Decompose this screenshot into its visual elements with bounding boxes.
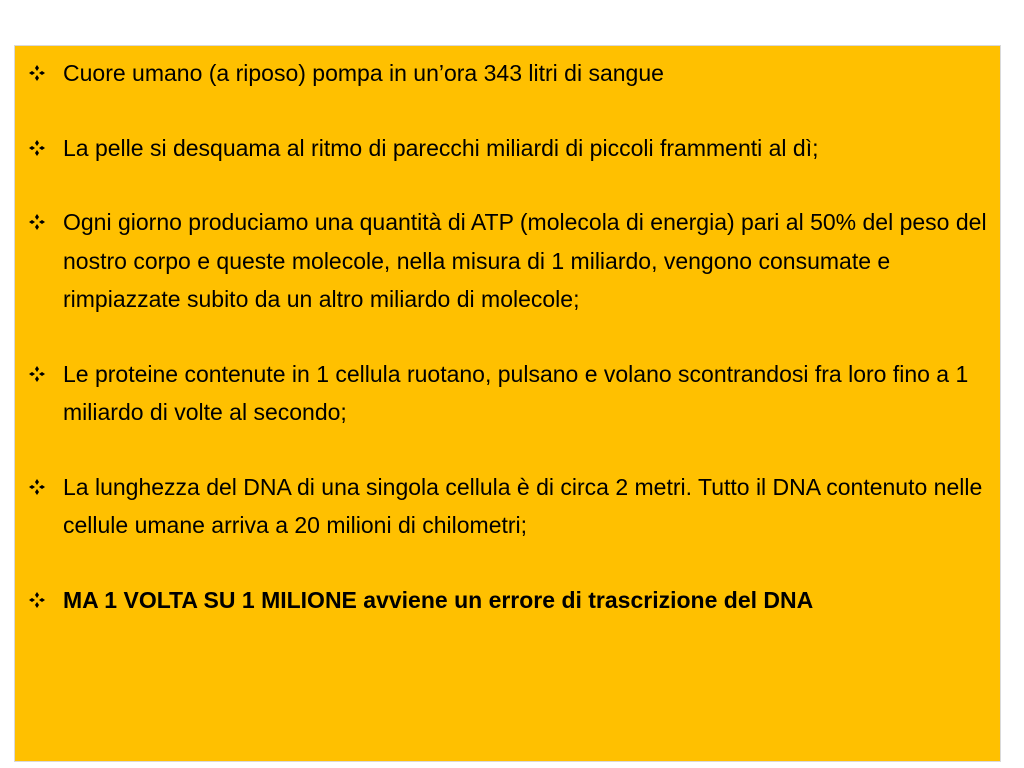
- bullet-item: [25, 581, 990, 620]
- bullet-item: [25, 355, 990, 432]
- bullet-text-emphasis: MA 1 VOLTA SU 1 MILIONE avviene un errore di trascrizione del DNA: [63, 586, 814, 613]
- bullet-text: Ogni giorno produciamo una quantità di ATP (molecola di energia) pari al 50% del peso del nostro corpo e queste molecole, nella misura di 1 miliardo, vengono consumate e rimpiazzate subito da un altro miliardo di molecole;: [63, 209, 987, 312]
- bullet-item: [25, 129, 990, 168]
- diamond-quad-icon: [29, 366, 45, 382]
- bullet-item: [25, 468, 990, 545]
- bullet-text: Le proteine contenute in 1 cellula ruotano, pulsano e volano scontrandosi fra loro fino a 1 miliardo di volte al secondo;: [63, 360, 969, 425]
- bullet-text: Cuore umano (a riposo) pompa in un’ora 343 litri di sangue: [63, 60, 664, 86]
- bullet-text: La lunghezza del DNA di una singola cellula è di circa 2 metri. Tutto il DNA contenuto nelle cellule umane arriva a 20 milioni di chilometri;: [63, 473, 983, 538]
- diamond-quad-icon: [29, 140, 45, 156]
- bullet-item: [25, 54, 990, 93]
- diamond-quad-icon: [29, 214, 45, 230]
- bullet-text: La pelle si desquama al ritmo di parecchi miliardi di piccoli frammenti al dì;: [63, 134, 819, 161]
- diamond-quad-icon: [29, 65, 45, 81]
- content-panel: [14, 45, 1001, 762]
- diamond-quad-icon: [29, 592, 45, 608]
- bullet-list: [25, 54, 990, 619]
- diamond-quad-icon: [29, 479, 45, 495]
- bullet-item: [25, 203, 990, 319]
